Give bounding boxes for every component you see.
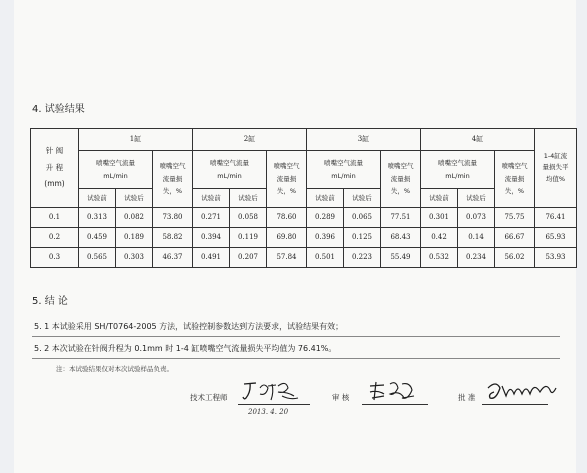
loss-cell: 73.80 [153, 208, 193, 228]
average-cell: 76.41 [535, 208, 577, 228]
cylinder-4-header: 4缸 [421, 129, 535, 151]
cylinder-2-header: 2缸 [193, 129, 307, 151]
flow-after-cell: 0.223 [344, 248, 381, 268]
loss-cell: 58.82 [153, 228, 193, 248]
cyl3-after-header: 试验后 [344, 189, 381, 208]
flow-after-cell: 0.14 [458, 228, 495, 248]
test-results-table [30, 128, 577, 268]
flow-after-cell: 0.119 [230, 228, 267, 248]
flow-after-cell: 0.234 [458, 248, 495, 268]
cyl1-flow-header: 喷嘴空气流量 mL/min [79, 151, 153, 189]
flow-before-cell: 0.459 [79, 228, 116, 248]
loss-cell: 56.02 [495, 248, 535, 268]
cyl1-before-header: 试验前 [79, 189, 116, 208]
lift-cell: 0.1 [31, 208, 79, 228]
flow-before-cell: 0.289 [307, 208, 344, 228]
loss-cell: 78.60 [267, 208, 307, 228]
section-5-title: 5. 结 论 [32, 296, 68, 307]
average-loss-header: 1-4缸流量损失平均值% [535, 129, 577, 208]
cyl1-loss-header: 喷嘴空气流量损失，% [153, 151, 193, 208]
cyl4-flow-header: 喷嘴空气流量 mL/min [421, 151, 495, 189]
flow-before-cell: 0.491 [193, 248, 230, 268]
average-cell: 65.93 [535, 228, 577, 248]
reviewer-label: 审 核 [332, 393, 350, 402]
flow-after-cell: 0.303 [116, 248, 153, 268]
flow-before-cell: 0.42 [421, 228, 458, 248]
lift-cell: 0.3 [31, 248, 79, 268]
cyl3-loss-header: 喷嘴空气流量损失，% [381, 151, 421, 208]
engineer-label: 技术工程师 [190, 393, 228, 402]
approver-label: 批 准 [458, 393, 476, 402]
engineer-signature-line [238, 404, 310, 405]
reviewer-signature-line [362, 404, 428, 405]
cyl2-after-header: 试验后 [230, 189, 267, 208]
reviewer-signature-drawing [364, 378, 420, 404]
flow-before-cell: 0.501 [307, 248, 344, 268]
flow-before-cell: 0.313 [79, 208, 116, 228]
table-row [31, 248, 577, 268]
loss-cell: 75.75 [495, 208, 535, 228]
average-cell: 53.93 [535, 248, 577, 268]
flow-before-cell: 0.301 [421, 208, 458, 228]
flow-after-cell: 0.073 [458, 208, 495, 228]
table-row [31, 228, 577, 248]
divider [32, 336, 560, 337]
cyl4-after-header: 试验后 [458, 189, 495, 208]
report-page [14, 0, 576, 473]
cyl1-after-header: 试验后 [116, 189, 153, 208]
flow-before-cell: 0.532 [421, 248, 458, 268]
cyl3-flow-header: 喷嘴空气流量 mL/min [307, 151, 381, 189]
valve-lift-header: 针 阀 升 程 (mm) [31, 129, 79, 208]
signature-date: 2013. 4. 20 [248, 408, 289, 416]
flow-before-cell: 0.394 [193, 228, 230, 248]
loss-cell: 46.37 [153, 248, 193, 268]
loss-cell: 69.80 [267, 228, 307, 248]
engineer-signature-drawing [238, 378, 302, 404]
cyl2-flow-header: 喷嘴空气流量 mL/min [193, 151, 267, 189]
cyl4-before-header: 试验前 [421, 189, 458, 208]
flow-after-cell: 0.058 [230, 208, 267, 228]
cyl4-loss-header: 喷嘴空气流量损失，% [495, 151, 535, 208]
note-text: 注：本试验结果仅对本次试验样品负责。 [56, 365, 173, 373]
loss-cell: 77.51 [381, 208, 421, 228]
loss-cell: 68.43 [381, 228, 421, 248]
flow-after-cell: 0.207 [230, 248, 267, 268]
flow-before-cell: 0.565 [79, 248, 116, 268]
approver-signature-drawing [484, 374, 558, 406]
cyl3-before-header: 试验前 [307, 189, 344, 208]
conclusion-5-2: 5. 2 本次试验在针阀升程为 0.1mm 时 1-4 缸喷嘴空气流量损失平均值为 76.41%。 [34, 344, 337, 353]
conclusion-5-1: 5. 1 本试验采用 SH/T0764-2005 方法，试验控制参数达到方法要求，试验结果有效； [34, 322, 344, 331]
cyl2-loss-header: 喷嘴空气流量损失，% [267, 151, 307, 208]
approver-signature-line [482, 404, 548, 405]
flow-before-cell: 0.396 [307, 228, 344, 248]
table-row [31, 208, 577, 228]
cylinder-1-header: 1缸 [79, 129, 193, 151]
cyl2-before-header: 试验前 [193, 189, 230, 208]
cylinder-3-header: 3缸 [307, 129, 421, 151]
loss-cell: 55.49 [381, 248, 421, 268]
flow-after-cell: 0.189 [116, 228, 153, 248]
divider [32, 358, 560, 359]
flow-after-cell: 0.125 [344, 228, 381, 248]
flow-after-cell: 0.082 [116, 208, 153, 228]
flow-after-cell: 0.065 [344, 208, 381, 228]
loss-cell: 57.84 [267, 248, 307, 268]
flow-before-cell: 0.271 [193, 208, 230, 228]
lift-cell: 0.2 [31, 228, 79, 248]
section-4-title: 4. 试验结果 [32, 104, 85, 115]
loss-cell: 66.67 [495, 228, 535, 248]
